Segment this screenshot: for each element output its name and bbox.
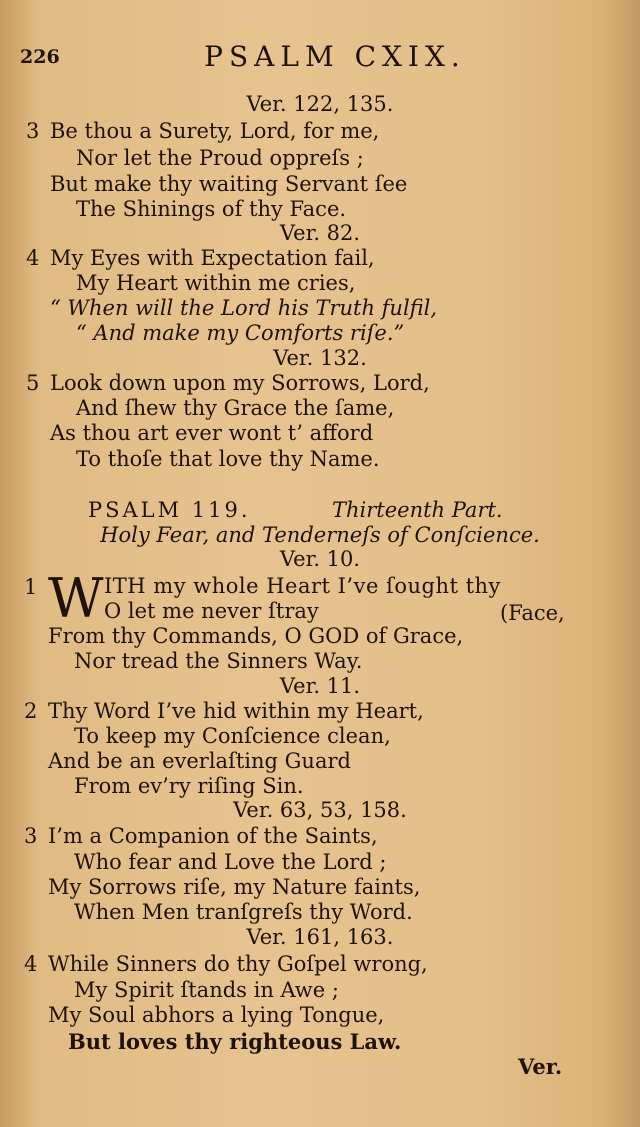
stanza-number: 4	[26, 246, 40, 270]
verse-reference: Ver. 132.	[273, 346, 367, 370]
verse-line: My Sorrows riſe, my Nature faints,	[48, 875, 421, 899]
stanza-number: 4	[24, 952, 38, 976]
verse-line: But make thy waiting Servant ſee	[50, 172, 408, 196]
page-number: 226	[20, 46, 60, 68]
verse-line: When Men tranſgreſs thy Word.	[74, 900, 413, 924]
section-title: PSALM 119.	[88, 498, 251, 522]
verse-line: Who fear and Love the Lord ;	[74, 850, 387, 874]
verse-line: My Heart within me cries,	[76, 271, 356, 295]
verse-reference: Ver. 122, 135.	[246, 92, 394, 116]
section-subtitle: Holy Fear, and Tenderneſs of Conſcience.	[100, 523, 540, 547]
verse-reference: Ver. 11.	[279, 674, 361, 698]
stanza-number: 3	[24, 824, 38, 848]
verse-line: ITH my whole Heart I’ve ſought thy	[104, 574, 501, 598]
verse-line: But loves thy righteous Law.	[68, 1029, 402, 1054]
verse-line: To keep my Conſcience clean,	[74, 724, 391, 748]
turnover-word: (Face,	[500, 601, 565, 625]
running-head: PSALM CXIX.	[204, 40, 466, 73]
verse-line: Be thou a Surety, Lord, for me,	[50, 119, 380, 143]
verse-line: Thy Word I’ve hid within my Heart,	[48, 699, 424, 723]
verse-line: Look down upon my Sorrows, Lord,	[50, 371, 430, 395]
verse-line-quoted: “ And make my Comforts riſe.”	[76, 321, 405, 345]
verse-line: Nor let the Proud oppreſs ;	[76, 146, 364, 170]
verse-line: From ev’ry riſing Sin.	[74, 774, 304, 798]
verse-line: My Spirit ſtands in Awe ;	[74, 978, 339, 1002]
verse-line: My Soul abhors a lying Tongue,	[48, 1003, 385, 1027]
stanza-number: 5	[26, 371, 40, 395]
verse-line: And ſhew thy Grace the ſame,	[76, 396, 395, 420]
verse-line: And be an everlaſting Guard	[48, 749, 351, 773]
drop-cap-letter: W	[48, 567, 104, 630]
verse-line: The Shinings of thy Face.	[76, 197, 347, 221]
verse-line: To thoſe that love thy Name.	[76, 447, 380, 471]
verse-line: As thou art ever wont t’ afford	[50, 421, 374, 445]
stanza-number: 2	[24, 699, 38, 723]
verse-line: From thy Commands, O GOD of Grace,	[48, 624, 464, 648]
verse-line: While Sinners do thy Goſpel wrong,	[48, 952, 428, 976]
verse-reference: Ver. 63, 53, 158.	[233, 798, 407, 822]
catchword: Ver.	[518, 1054, 563, 1079]
verse-line: Nor tread the Sinners Way.	[74, 649, 363, 673]
stanza-number: 3	[26, 119, 40, 143]
stanza-number: 1	[24, 575, 38, 599]
verse-reference: Ver. 10.	[279, 547, 361, 571]
verse-line: O let me never ſtray	[104, 599, 319, 623]
verse-line-quoted: “ When will the Lord his Truth fulfil,	[50, 296, 438, 320]
verse-line: My Eyes with Expectation fail,	[50, 246, 375, 270]
verse-reference: Ver. 161, 163.	[246, 925, 394, 949]
verse-line: I’m a Companion of the Saints,	[48, 824, 378, 848]
section-part: Thirteenth Part.	[332, 498, 503, 522]
verse-reference: Ver. 82.	[279, 221, 361, 245]
